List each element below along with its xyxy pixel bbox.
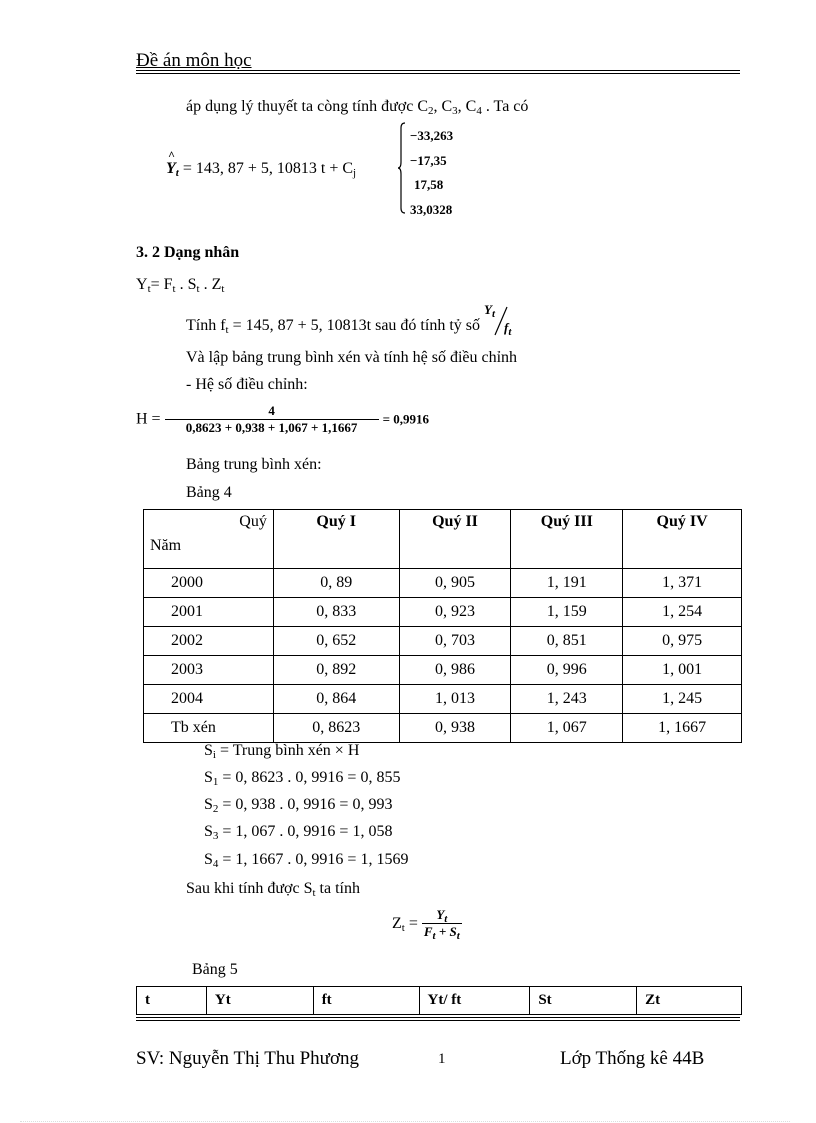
case-brace [398, 122, 406, 214]
value-cell: 0, 833 [273, 598, 399, 627]
z-fraction: $\frac{Y_t}{F_t + S_t}$ [423, 907, 460, 942]
table-row [144, 656, 742, 685]
trend-formula: ^ $Y_t = 143$, 87 + 5, 10813 $t + C_j$ [166, 148, 357, 179]
z-formula: $Z_t$ = $\frac{Y_t}{F_t + S_t}$ [392, 907, 460, 942]
col-header: Quý III [511, 510, 623, 569]
col-header: Zt [637, 987, 742, 1015]
col-header: Yt/ ft [419, 987, 530, 1015]
footer-rule-2 [136, 1020, 740, 1021]
s-formula-2: $S_2 = 0$, 938 . 0, 9916 = 0, 993 [204, 796, 393, 815]
value-cell: 0, 652 [273, 627, 399, 656]
table-header-row [137, 987, 742, 1015]
value-cell: 1, 013 [399, 685, 511, 714]
year-cell: 2002 [144, 627, 274, 656]
footer-student: SV: Nguyễn Thị Thu Phương [136, 1048, 360, 1069]
year-cell: 2003 [144, 656, 274, 685]
case-value: 33,0328 [410, 201, 453, 217]
value-cell: 0, 938 [399, 714, 511, 743]
value-cell: 1, 254 [623, 598, 742, 627]
header-rule-1 [136, 70, 740, 71]
value-cell: 1, 159 [511, 598, 623, 627]
page-header-title: Đề án môn học [136, 50, 252, 71]
value-cell: 0, 864 [273, 685, 399, 714]
footer-rule-1 [136, 1017, 740, 1018]
label-average: Bảng trung bình xén: [186, 456, 322, 473]
table-5 [136, 986, 742, 1015]
value-cell: 1, 001 [623, 656, 742, 685]
value-cell: 0, 703 [399, 627, 511, 656]
value-cell: 0, 8623 [273, 714, 399, 743]
paragraph-table-prep: Và lập bảng trung bình xén và tính hệ số điều chỉnh [186, 349, 518, 366]
section-title: 3. 2 Dạng nhân [136, 244, 240, 261]
table-row [144, 598, 742, 627]
value-cell: 1, 1667 [623, 714, 742, 743]
ratio-y-over-f: $Y_t$ $f_t$ [484, 302, 512, 338]
table-row [144, 569, 742, 598]
table4-caption: Bảng 4 [186, 484, 232, 501]
corner-cell: Quý Năm [144, 510, 274, 569]
h-formula: H = $\frac{4}{0,8623 + 0,938 + 1,067 + 1,1667}$ = 0,9916 [136, 403, 429, 435]
value-cell: 0, 89 [273, 569, 399, 598]
s-formula-3: $S_3 = 1$, 067 . 0, 9916 = 1, 058 [204, 823, 393, 842]
footer-class: Lớp Thống kê 44B [560, 1048, 705, 1069]
col-header: Yt [206, 987, 313, 1015]
paragraph-adjust-label: - Hệ số điều chỉnh: [186, 376, 308, 393]
value-cell: 0, 923 [399, 598, 511, 627]
value-cell: 1, 243 [511, 685, 623, 714]
col-header: t [137, 987, 207, 1015]
y-hat-symbol: ^ $Y_t$ [166, 148, 179, 179]
s-formula-1: $S_1 = 0$, 8623 . 0, 9916 = 0, 855 [204, 769, 401, 788]
year-cell: 2001 [144, 598, 274, 627]
value-cell: 0, 975 [623, 627, 742, 656]
header-rule-2 [136, 73, 740, 74]
table-4 [143, 509, 742, 743]
year-cell: 2000 [144, 569, 274, 598]
value-cell: 0, 851 [511, 627, 623, 656]
value-cell: 0, 905 [399, 569, 511, 598]
col-header: ft [313, 987, 419, 1015]
value-cell: 1, 371 [623, 569, 742, 598]
col-header: Quý II [399, 510, 511, 569]
case-value: 17,58 [414, 177, 444, 192]
s-formula-i: $S_i$ = Trung bình xén × H [204, 742, 360, 761]
table-row [144, 627, 742, 656]
year-cell: 2004 [144, 685, 274, 714]
case-value: −33,263 [410, 128, 454, 143]
table5-caption: Bảng 5 [192, 961, 238, 978]
calc-line: Tính $f_t = 145$, 87 + 5, 10813t sau đó tính tỷ số $Y_t$ $f_t$ [186, 310, 516, 338]
case-value: −17,35 [410, 152, 447, 168]
after-line: Sau khi tính được $S_t$ ta tính [186, 880, 360, 899]
table-header-row [144, 510, 742, 569]
page-number: 1 [438, 1051, 446, 1067]
case-values [410, 124, 453, 222]
col-header: St [530, 987, 637, 1015]
col-header: Quý IV [623, 510, 742, 569]
value-cell: 1, 067 [511, 714, 623, 743]
col-header: Quý I [273, 510, 399, 569]
intro-line: áp dụng lý thuyết ta còng tính được $C_2$, $C_3$, $C_4$ . Ta có [186, 98, 529, 117]
s-formula-4: $S_4 = 1$, 1667 . 0, 9916 = 1, 1569 [204, 851, 409, 870]
model-line: $Y_t= F_t$ . $S_t$ . $Z_t$ [136, 276, 225, 295]
value-cell: 0, 986 [399, 656, 511, 685]
value-cell: 0, 892 [273, 656, 399, 685]
year-cell: Tb xén [144, 714, 274, 743]
h-fraction: $\frac{4}{0,8623 + 0,938 + 1,067 + 1,1667}$ [165, 403, 379, 436]
table-row-average [144, 714, 742, 743]
table-row [144, 685, 742, 714]
value-cell: 1, 191 [511, 569, 623, 598]
value-cell: 1, 245 [623, 685, 742, 714]
page-bottom-border [20, 1121, 790, 1122]
value-cell: 0, 996 [511, 656, 623, 685]
